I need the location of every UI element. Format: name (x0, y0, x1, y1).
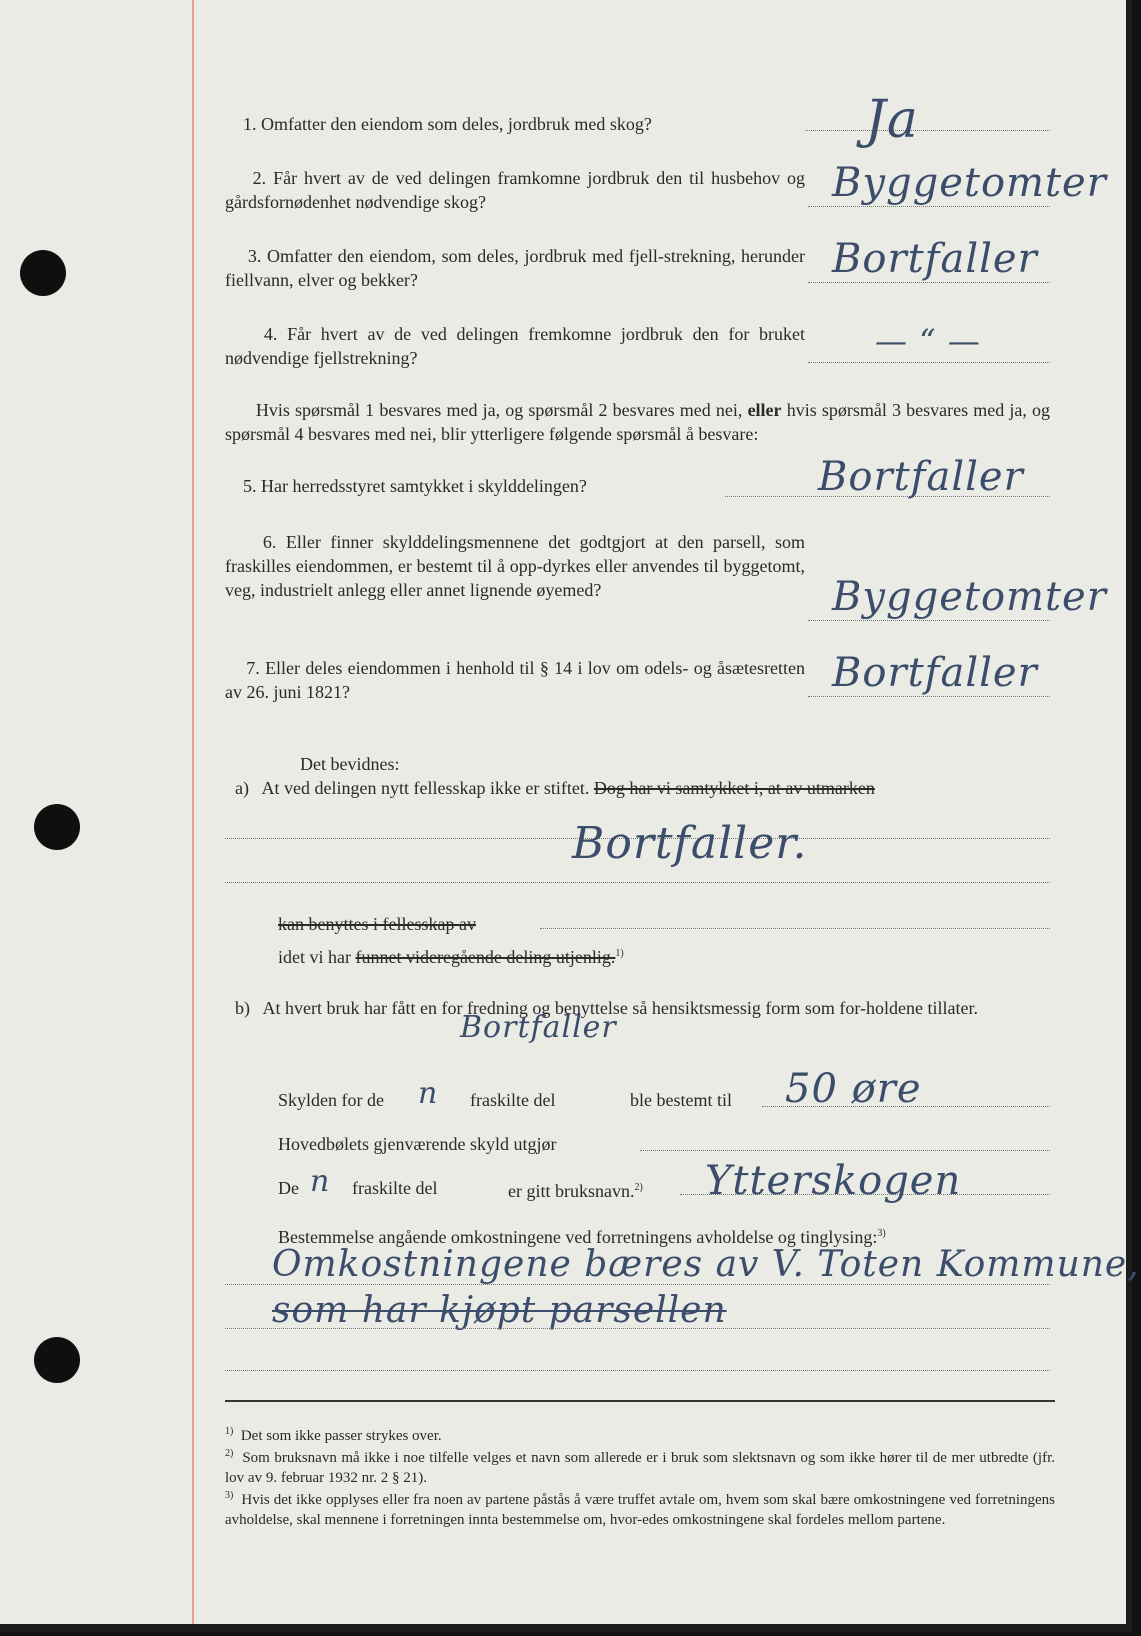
punch-hole (34, 804, 80, 850)
question-2: 2. Får hvert av de ved delingen framkomne jordbruk den til husbehov og gårdsfornødenhet nødvendige skog? (225, 168, 806, 212)
footnote-2: $^{2)}$ Som bruksnavn må ikke i noe tilfelle velges et navn som allerede er i bruk som slektsnavn og som ikke hører til de mer utbredte (jfr. lov av 9. februar 1932 nr. 2 § 21). (225, 1448, 1056, 1486)
answer-7: Bortfaller (832, 650, 1038, 696)
footnote-divider (225, 1400, 1055, 1402)
struck-line-1: kan benyttes i fellesskap av (278, 914, 476, 934)
answer-b: Bortfaller (460, 1010, 617, 1045)
bestemmelse-line-2: som har kjøpt parsellen (272, 1290, 727, 1331)
question-3: 3. Omfatter den eiendom, som deles, jordbruk med fjell-strekning, herunder fiellvann, elver og bekker? (225, 246, 805, 290)
bevidnes-a: a) At ved delingen nytt fellesskap ikke er stiftet. Dog har vi samtykket i, at av utmarken (235, 778, 875, 798)
bruksnavn-label-3: er gitt bruksnavn.$^{2)}$ (508, 1181, 643, 1201)
bestemmelse-line-1: Omkostningene bæres av V. Toten Kommune, (272, 1244, 1140, 1285)
skyld-label-3: ble bestemt til (630, 1090, 732, 1110)
skyld-label-2: fraskilte del (470, 1090, 556, 1110)
struck-line-2: idet vi har funnet videregående deling utjenlig.$^{1)}$ (278, 947, 624, 967)
answer-2: Byggetomter (832, 160, 1107, 206)
bestemmelse-label: Bestemmelse angående omkostningene ved forretningens avholdelse og tinglysing:$^{3)}$ (278, 1227, 886, 1247)
question-7: 7. Eller deles eiendommen i henhold til § 14 i lov om odels- og åsætesretten av 26. juni 1821? (225, 658, 805, 702)
hoved-label: Hovedbølets gjenværende skyld utgjør (278, 1134, 557, 1154)
bruksnavn-value: Ytterskogen (705, 1158, 962, 1204)
footnote-1: $^{1)}$ Det som ikke passer strykes over. (225, 1426, 442, 1444)
conditional-paragraph: Hvis spørsmål 1 besvares med ja, og spørsmål 2 besvares med nei, eller hvis spørsmål 3 besvares med ja, og spørsmål 4 besvares med nei, blir ytterligere følgende spørsmål å besvare: (225, 400, 1051, 444)
footnote-3: $^{3)}$ Hvis det ikke opplyses eller fra noen av partene påstås å være truffet avtale om, hvem som skal bære omkostningene ved forretningens avholdelse, skal mennene i forretningen innta bestemmelse om, hvor-edes omkostningene skal fordeles mellom partene. (225, 1490, 1056, 1528)
answer-4: — “ — (875, 322, 981, 360)
bruksnavn-label-1: De (278, 1178, 299, 1198)
question-5: 5. Har herredsstyret samtykket i skylddelingen? (243, 476, 587, 496)
bevidnes-heading: Det bevidnes: (300, 754, 400, 774)
question-6: 6. Eller finner skylddelingsmennene det godtgjort at den parsell, som fraskilles eiendommen, er bestemt til å opp-dyrkes eller anvendes til byggetomt, veg, industrielt anlegg eller annet lignende øyemed? (225, 532, 806, 600)
answer-3: Bortfaller (832, 236, 1038, 282)
answer-5: Bortfaller (818, 454, 1024, 500)
punch-hole (34, 1337, 80, 1383)
bruksnavn-hw: n (310, 1164, 331, 1199)
bevidnes-b: b) At hvert bruk har fått en for fredning og benyttelse så hensiktsmessig form som for-holdene tillater. (235, 998, 978, 1018)
skyld-hw: n (418, 1076, 439, 1111)
answer-1: Ja (865, 90, 919, 150)
margin-line (192, 0, 194, 1624)
question-4: 4. Får hvert av de ved delingen fremkomne jordbruk den for bruket nødvendige fjellstrekning? (225, 324, 806, 368)
bruksnavn-label-2: fraskilte del (352, 1178, 438, 1198)
question-1: 1. Omfatter den eiendom som deles, jordbruk med skog? (243, 114, 652, 134)
punch-hole (20, 250, 66, 296)
skyld-label-1: Skylden for de (278, 1090, 384, 1110)
skyld-value: 50 øre (785, 1066, 922, 1112)
answer-6: Byggetomter (832, 574, 1107, 620)
answer-a: Bortfaller. (572, 818, 808, 869)
